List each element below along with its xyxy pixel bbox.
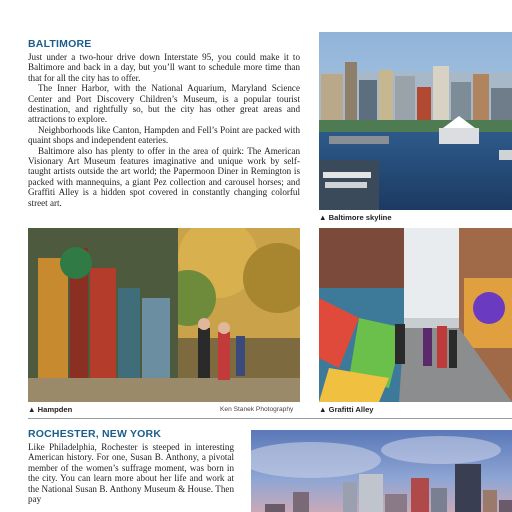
rochester-skyline-photo — [251, 430, 512, 512]
baltimore-heading: BALTIMORE — [28, 38, 92, 50]
graffiti-alley-photo — [319, 228, 512, 402]
triangle-up-icon: ▲ — [319, 405, 327, 414]
baltimore-paragraph-2: The Inner Harbor, with the National Aquarium, Maryland Science Center and Port Discovery Children’s Museum, is a popular tourist destination, and rightfully so, but the city has other great areas and attractions to explore. — [28, 83, 300, 125]
rochester-heading: ROCHESTER, NEW YORK — [28, 428, 162, 440]
hampden-photo — [28, 228, 300, 402]
baltimore-paragraph-4: Baltimore also has plenty to offer in the area of quirk: The American Visionary Art Museum features imaginative and unique work by self-taught artists outside the art world; the Papermoon Diner in Remington is packed with mannequins, a giant Pez collection and carousel horses; and Graffiti Alley is a hidden spot covered in constantly changing colorful street art. — [28, 145, 300, 208]
graffiti-caption: ▲ Grafitti Alley — [319, 405, 374, 414]
triangle-up-icon: ▲ — [319, 213, 327, 222]
photo-credit: Ken Stanek Photography — [220, 406, 294, 413]
baltimore-article — [28, 52, 300, 208]
section-divider — [28, 418, 512, 419]
triangle-up-icon: ▲ — [28, 405, 36, 414]
rochester-paragraph-1: Like Philadelphia, Rochester is steeped in interesting American history. For one, Susan B. Anthony, a pivotal member of the women’s suffrage moment, was born in the city. You can learn more about her life and work at the National Susan B. Anthony Museum & House. Then pay — [28, 442, 234, 505]
baltimore-paragraph-1: Just under a two-hour drive down Interstate 95, you could make it to Baltimore and back in a day, but you’ll want to schedule more time than that for all the city has to offer. — [28, 52, 300, 83]
hampden-caption: ▲ Hampden — [28, 405, 73, 414]
skyline-caption: ▲ Baltimore skyline — [319, 213, 392, 222]
baltimore-skyline-photo — [319, 32, 512, 210]
baltimore-paragraph-3: Neighborhoods like Canton, Hampden and Fell’s Point are packed with quaint shops and independent eateries. — [28, 124, 300, 146]
rochester-article — [28, 442, 234, 504]
